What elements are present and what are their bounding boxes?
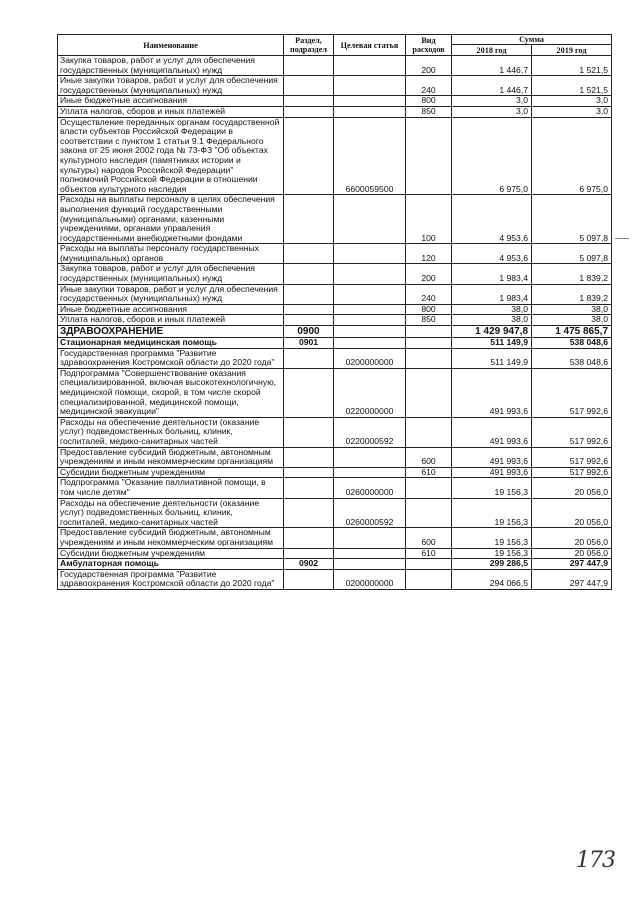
row-target-cell	[334, 264, 406, 284]
row-section-cell	[284, 195, 334, 244]
row-kind-cell	[406, 368, 452, 417]
row-name-cell: Уплата налогов, сборов и иных платежей	[58, 106, 284, 117]
col-year2-header: 2019 год	[532, 45, 612, 56]
row-kind-cell	[406, 326, 452, 338]
row-name-cell: Государственная программа "Развитие здравоохранения Костромской области до 2020 года"	[58, 348, 284, 368]
table-row	[58, 417, 612, 447]
row-name-cell: Амбулаторная помощь	[58, 559, 284, 570]
row-year2-cell: 1 521,5	[532, 56, 612, 76]
table-row	[58, 569, 612, 589]
row-year1-cell: 19 156,3	[452, 478, 532, 498]
row-kind-cell	[406, 338, 452, 349]
row-year1-cell: 19 156,3	[452, 548, 532, 559]
row-year1-cell: 6 975,0	[452, 117, 532, 195]
row-target-cell	[334, 326, 406, 338]
row-kind-cell	[406, 417, 452, 447]
table-row	[58, 315, 612, 326]
row-name-cell: Расходы на выплаты персоналу в целях обеспечения выполнения функций государственными (муниципальными) органами, казенными учреждениями, органами управления государственными внебюджетными фондами	[58, 195, 284, 244]
table-row	[58, 548, 612, 559]
table-row	[58, 76, 612, 96]
page-number: 173	[576, 848, 615, 873]
row-section-cell	[284, 96, 334, 107]
row-year1-cell: 491 993,6	[452, 417, 532, 447]
row-year2-cell: 517 992,6	[532, 368, 612, 417]
row-target-cell	[334, 338, 406, 349]
row-kind-cell: 200	[406, 56, 452, 76]
row-name-cell: Иные закупки товаров, работ и услуг для обеспечения государственных (муниципальных) нужд	[58, 284, 284, 304]
table-row	[58, 338, 612, 349]
row-name-cell: ЗДРАВООХРАНЕНИЕ	[58, 326, 284, 338]
row-year1-cell: 1 429 947,8	[452, 326, 532, 338]
row-section-cell: 0902	[284, 559, 334, 570]
row-section-cell	[284, 368, 334, 417]
row-kind-cell: 850	[406, 106, 452, 117]
row-year1-cell: 19 156,3	[452, 498, 532, 528]
row-year1-cell: 3,0	[452, 96, 532, 107]
col-kind-header: Вид расходов	[406, 35, 452, 56]
row-target-cell: 0200000000	[334, 569, 406, 589]
row-target-cell	[334, 56, 406, 76]
row-section-cell	[284, 264, 334, 284]
row-target-cell: 0260000592	[334, 498, 406, 528]
row-year2-cell: 6 975,0	[532, 117, 612, 195]
row-target-cell	[334, 528, 406, 548]
row-kind-cell	[406, 117, 452, 195]
row-kind-cell: 240	[406, 76, 452, 96]
table-row	[58, 304, 612, 315]
row-year2-cell: 38,0	[532, 315, 612, 326]
row-target-cell	[334, 106, 406, 117]
row-year1-cell: 1 983,4	[452, 264, 532, 284]
col-section-header: Раздел, подраздел	[284, 35, 334, 56]
row-name-cell: Предоставление субсидий бюджетным, автономным учреждениям и иным некоммерческим организациям	[58, 447, 284, 467]
row-kind-cell: 850	[406, 315, 452, 326]
row-section-cell	[284, 315, 334, 326]
row-year2-cell: 3,0	[532, 106, 612, 117]
row-kind-cell	[406, 569, 452, 589]
edge-mark	[615, 238, 629, 239]
row-year2-cell: 517 992,6	[532, 447, 612, 467]
table-row	[58, 368, 612, 417]
row-name-cell: Иные бюджетные ассигнования	[58, 304, 284, 315]
row-kind-cell: 120	[406, 244, 452, 264]
row-name-cell: Стационарная медицинская помощь	[58, 338, 284, 349]
row-year2-cell: 297 447,9	[532, 569, 612, 589]
row-year2-cell: 20 056,0	[532, 528, 612, 548]
row-year1-cell: 491 993,6	[452, 447, 532, 467]
row-section-cell: 0900	[284, 326, 334, 338]
row-name-cell: Осуществление переданных органам государственной власти субъектов Российской Федерации в соответствии с пунктом 1 статьи 9.1 Федерального закона от 25 июня 2002 года № 73-ФЗ "Об объектах культурного наследия (памятниках истории и культуры) народов Российской Федерации" полномочий Российской Федерации в отношении объектов культурного наследия	[58, 117, 284, 195]
row-year1-cell: 511 149,9	[452, 348, 532, 368]
row-year1-cell: 38,0	[452, 304, 532, 315]
row-year1-cell: 3,0	[452, 106, 532, 117]
row-target-cell	[334, 195, 406, 244]
table-row	[58, 447, 612, 467]
row-year2-cell: 538 048,6	[532, 348, 612, 368]
row-target-cell: 0200000000	[334, 348, 406, 368]
row-year2-cell: 5 097,8	[532, 195, 612, 244]
row-section-cell	[284, 304, 334, 315]
row-year2-cell: 1 475 865,7	[532, 326, 612, 338]
row-kind-cell: 610	[406, 548, 452, 559]
row-kind-cell: 800	[406, 304, 452, 315]
row-section-cell: 0901	[284, 338, 334, 349]
row-target-cell: 0220000592	[334, 417, 406, 447]
col-target-header: Целевая статья	[334, 35, 406, 56]
row-kind-cell: 200	[406, 264, 452, 284]
col-name-header: Наименование	[58, 35, 284, 56]
table-row	[58, 326, 612, 338]
table-row	[58, 106, 612, 117]
row-name-cell: Расходы на обеспечение деятельности (оказание услуг) подведомственных больниц, клиник, госпиталей, медико-санитарных частей	[58, 417, 284, 447]
row-name-cell: Субсидии бюджетным учреждениям	[58, 548, 284, 559]
row-name-cell: Уплата налогов, сборов и иных платежей	[58, 315, 284, 326]
col-sum-header: Сумма	[452, 35, 612, 45]
table-row	[58, 478, 612, 498]
row-name-cell: Закупка товаров, работ и услуг для обеспечения государственных (муниципальных) нужд	[58, 264, 284, 284]
row-year1-cell: 4 953,6	[452, 244, 532, 264]
table-row	[58, 528, 612, 548]
row-target-cell	[334, 559, 406, 570]
row-name-cell: Расходы на выплаты персоналу государственных (муниципальных) органов	[58, 244, 284, 264]
row-name-cell: Расходы на обеспечение деятельности (оказание услуг) подведомственных больниц, клиник, госпиталей, медико-санитарных частей	[58, 498, 284, 528]
row-section-cell	[284, 117, 334, 195]
row-target-cell	[334, 244, 406, 264]
table-row	[58, 117, 612, 195]
row-year2-cell: 20 056,0	[532, 498, 612, 528]
row-section-cell	[284, 106, 334, 117]
row-year2-cell: 1 839,2	[532, 264, 612, 284]
row-year2-cell: 20 056,0	[532, 548, 612, 559]
row-section-cell	[284, 244, 334, 264]
row-target-cell: 0220000000	[334, 368, 406, 417]
row-kind-cell: 600	[406, 447, 452, 467]
row-target-cell	[334, 548, 406, 559]
row-year2-cell: 20 056,0	[532, 478, 612, 498]
row-section-cell	[284, 284, 334, 304]
row-year1-cell: 1 446,7	[452, 76, 532, 96]
row-name-cell: Подпрограмма "Совершенствование оказания специализированной, включая высокотехнологичную, медицинской помощи, скорой, в том числе скорой специализированной, медицинской помощи, медицинской эвакуации"	[58, 368, 284, 417]
row-section-cell	[284, 417, 334, 447]
row-name-cell: Подпрограмма "Оказание паллиативной помощи, в том числе детям"	[58, 478, 284, 498]
row-section-cell	[284, 56, 334, 76]
row-name-cell: Закупка товаров, работ и услуг для обеспечения государственных (муниципальных) нужд	[58, 56, 284, 76]
row-year2-cell: 3,0	[532, 96, 612, 107]
col-year1-header: 2018 год	[452, 45, 532, 56]
row-year1-cell: 491 993,6	[452, 467, 532, 478]
row-year1-cell: 4 953,6	[452, 195, 532, 244]
row-name-cell: Государственная программа "Развитие здравоохранения Костромской области до 2020 года"	[58, 569, 284, 589]
row-section-cell	[284, 348, 334, 368]
row-year2-cell: 517 992,6	[532, 417, 612, 447]
table-row	[58, 264, 612, 284]
row-year2-cell: 1 839,2	[532, 284, 612, 304]
row-section-cell	[284, 447, 334, 467]
row-kind-cell	[406, 498, 452, 528]
table-row	[58, 467, 612, 478]
row-kind-cell	[406, 478, 452, 498]
row-kind-cell: 610	[406, 467, 452, 478]
row-kind-cell: 240	[406, 284, 452, 304]
row-year1-cell: 19 156,3	[452, 528, 532, 548]
row-name-cell: Субсидии бюджетным учреждениям	[58, 467, 284, 478]
table-row	[58, 348, 612, 368]
row-section-cell	[284, 548, 334, 559]
row-year2-cell: 517 992,6	[532, 467, 612, 478]
row-target-cell	[334, 315, 406, 326]
row-target-cell	[334, 284, 406, 304]
row-year2-cell: 538 048,6	[532, 338, 612, 349]
row-kind-cell: 100	[406, 195, 452, 244]
row-year1-cell: 294 066,5	[452, 569, 532, 589]
row-year1-cell: 1 446,7	[452, 56, 532, 76]
row-name-cell: Иные закупки товаров, работ и услуг для обеспечения государственных (муниципальных) нужд	[58, 76, 284, 96]
row-kind-cell	[406, 348, 452, 368]
row-kind-cell: 600	[406, 528, 452, 548]
row-name-cell: Иные бюджетные ассигнования	[58, 96, 284, 107]
row-year2-cell: 5 097,8	[532, 244, 612, 264]
row-target-cell	[334, 96, 406, 107]
row-year2-cell: 38,0	[532, 304, 612, 315]
row-target-cell: 6600059500	[334, 117, 406, 195]
row-target-cell	[334, 467, 406, 478]
table-row	[58, 559, 612, 570]
row-section-cell	[284, 569, 334, 589]
table-row	[58, 498, 612, 528]
row-target-cell: 0260000000	[334, 478, 406, 498]
row-year1-cell: 511 149,9	[452, 338, 532, 349]
row-target-cell	[334, 447, 406, 467]
row-year1-cell: 299 286,5	[452, 559, 532, 570]
row-target-cell	[334, 76, 406, 96]
table-body	[58, 56, 612, 590]
table-row	[58, 244, 612, 264]
row-year2-cell: 297 447,9	[532, 559, 612, 570]
row-year2-cell: 1 521,5	[532, 76, 612, 96]
table-row	[58, 56, 612, 76]
table-row	[58, 284, 612, 304]
row-year1-cell: 1 983,4	[452, 284, 532, 304]
row-year1-cell: 491 993,6	[452, 368, 532, 417]
row-section-cell	[284, 76, 334, 96]
row-name-cell: Предоставление субсидий бюджетным, автономным учреждениям и иным некоммерческим организациям	[58, 528, 284, 548]
row-section-cell	[284, 467, 334, 478]
row-target-cell	[334, 304, 406, 315]
row-section-cell	[284, 528, 334, 548]
row-kind-cell	[406, 559, 452, 570]
row-section-cell	[284, 478, 334, 498]
table-row	[58, 96, 612, 107]
budget-table	[57, 34, 612, 590]
row-kind-cell: 800	[406, 96, 452, 107]
table-row	[58, 195, 612, 244]
row-section-cell	[284, 498, 334, 528]
row-year1-cell: 38,0	[452, 315, 532, 326]
